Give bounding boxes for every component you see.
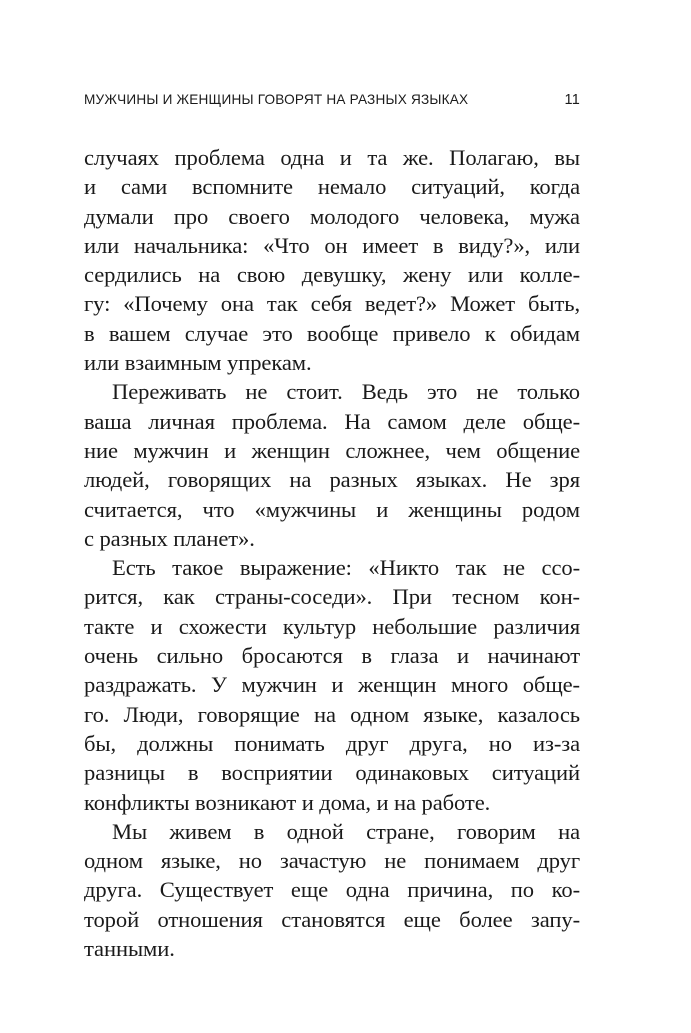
paragraph <box>84 377 580 553</box>
running-title: МУЖЧИНЫ И ЖЕНЩИНЫ ГОВОРЯТ НА РАЗНЫХ ЯЗЫКАХ <box>84 92 469 107</box>
page-number: 11 <box>564 92 580 108</box>
text-line: разницы в восприятии одинаковых ситуаций <box>84 760 580 786</box>
text-line: ние мужчин и женщин сложнее, чем общение <box>84 437 580 463</box>
text-line: ваша личная проблема. На самом деле обще- <box>84 408 580 434</box>
text-line: или взаимным упрекам. <box>84 350 312 376</box>
text-line: го. Люди, говорящие на одном языке, казалось <box>84 701 580 727</box>
text-line: раздражать. У мужчин и женщин много обще- <box>84 672 580 698</box>
text-line: Мы живем в одной стране, говорим на <box>112 818 580 844</box>
text-line: бы, должны понимать друг друга, но из-за <box>84 730 580 756</box>
text-line: и сами вспомните немало ситуаций, когда <box>84 174 580 200</box>
text-line: с разных планет». <box>84 525 255 551</box>
text-line: конфликты возникают и дома, и на работе. <box>84 789 491 815</box>
text-line: Переживать не стоит. Ведь это не только <box>112 379 580 405</box>
text-line: такте и схожести культур небольшие различия <box>84 613 580 639</box>
paragraph <box>84 553 580 817</box>
text-line: друга. Существует еще одна причина, по ко- <box>84 877 580 903</box>
body-text <box>84 143 580 963</box>
text-line: в вашем случае это вообще привело к обидам <box>84 320 580 346</box>
text-line: торой отношения становятся еще более запу- <box>84 906 580 932</box>
text-line: или начальника: «Что он имеет в виду?», или <box>84 232 580 258</box>
text-line: рится, как страны-соседи». При тесном кон- <box>84 584 580 610</box>
text-line: очень сильно бросаются в глаза и начинают <box>84 643 580 669</box>
text-line: считается, что «мужчины и женщины родом <box>84 496 580 522</box>
paragraph <box>84 143 580 377</box>
text-line: думали про своего молодого человека, мужа <box>84 203 580 229</box>
text-line: Есть такое выражение: «Никто так не ссо- <box>112 555 580 581</box>
running-header <box>84 92 580 116</box>
text-line: танными. <box>84 936 175 962</box>
paragraph <box>84 817 580 963</box>
text-line: сердились на свою девушку, жену или колле- <box>84 262 580 288</box>
text-line: гу: «Почему она так себя ведет?» Может быть, <box>84 291 580 317</box>
text-line: случаях проблема одна и та же. Полагаю, вы <box>84 145 580 170</box>
text-line: людей, говорящих на разных языках. Не зря <box>84 467 580 493</box>
text-line: одном языке, но зачастую не понимаем друг <box>84 848 580 874</box>
